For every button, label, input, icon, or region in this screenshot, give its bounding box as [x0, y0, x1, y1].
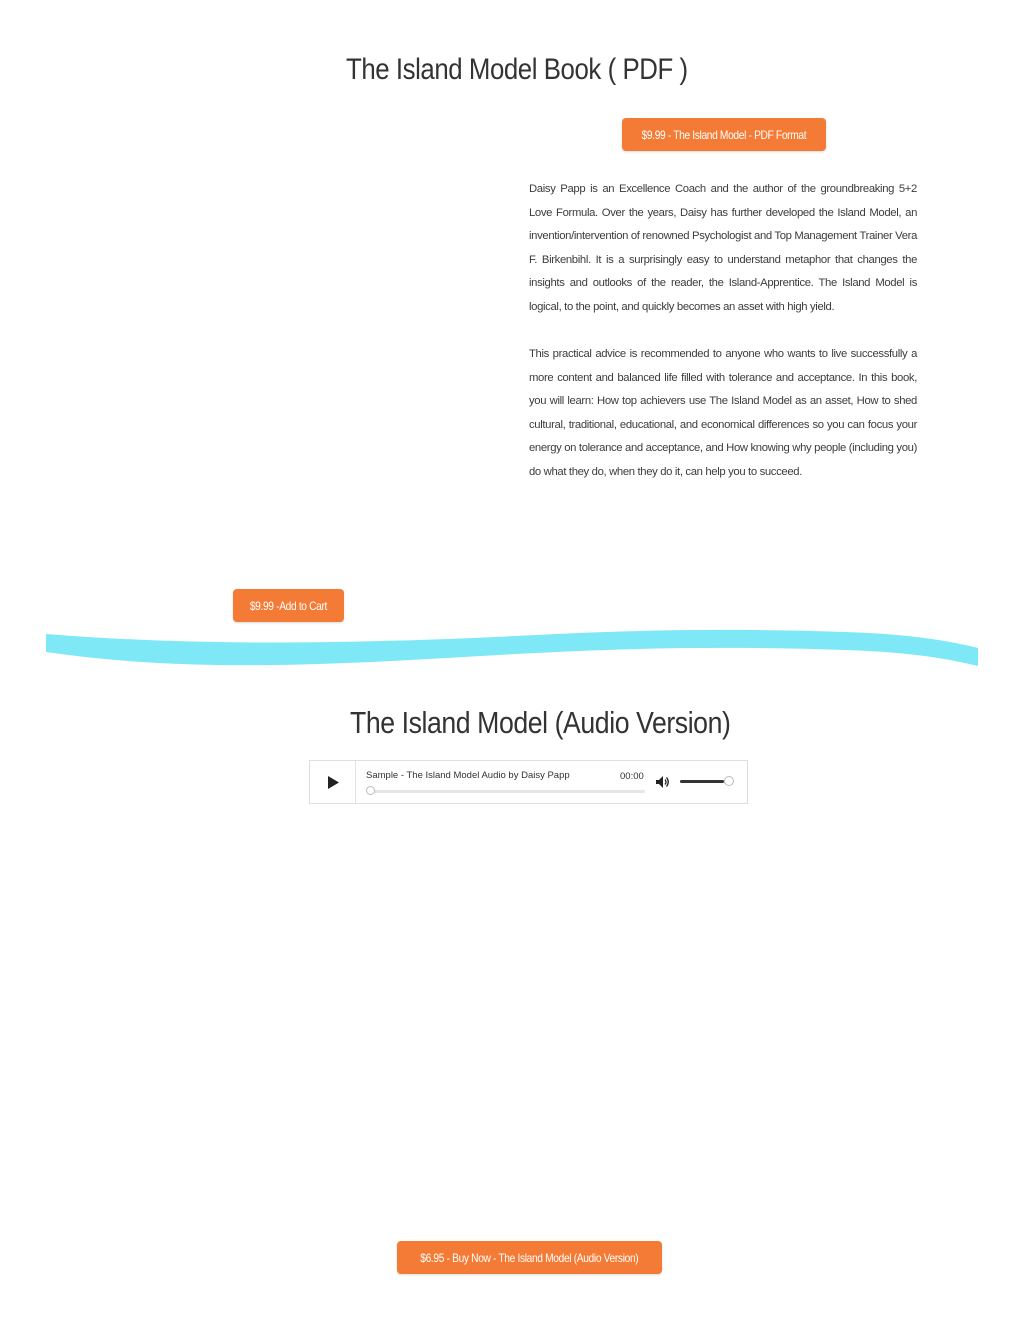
add-to-cart-button[interactable]	[233, 589, 344, 622]
pdf-section-title: The Island Model Book ( PDF )	[346, 53, 688, 86]
track-time: 00:00	[620, 771, 644, 782]
pdf-format-button[interactable]	[622, 118, 826, 151]
volume-level	[680, 780, 724, 783]
progress-bar[interactable]	[368, 790, 645, 793]
book-description: This practical advice is recommended to anyone who wants to live successfully a more content and balanced life filled with tolerance and acceptance. In this book, you will learn: How top achievers use The Island Model as an asset, How to shed cultural, traditional, educational, and economical differences so you can focus your energy on tolerance and acceptance, and How knowing why people (including you) do what they do, when they do it, can help you to succeed.	[529, 348, 917, 478]
buy-audio-button[interactable]	[397, 1241, 662, 1274]
add-to-cart-label: $9.99 -Add to Cart	[249, 598, 328, 613]
wave-shape	[46, 630, 978, 666]
audio-section-title: The Island Model (Audio Version)	[350, 705, 731, 740]
author-description: Daisy Papp is an Excellence Coach and the author of the groundbreaking 5+2 Love Formula. Over the years, Daisy has further developed the Island Model, an invention/intervention of renowned Psychologist and Top Management Trainer Vera F. Birkenbihl. It is a surprisingly easy to understand metaphor that changes the insights and outlooks of the reader, the Island-Apprentice. The Island Model is logical, to the point, and quickly becomes an asset with high yield.	[529, 183, 917, 313]
play-icon	[327, 776, 339, 789]
wave-divider	[46, 626, 978, 674]
pdf-format-button-label: $9.99 - The Island Model - PDF Format	[641, 127, 807, 142]
play-button[interactable]	[310, 761, 356, 803]
speaker-icon[interactable]	[656, 776, 670, 788]
progress-handle[interactable]	[366, 786, 375, 795]
volume-handle[interactable]	[724, 776, 734, 786]
track-title: Sample - The Island Model Audio by Daisy Papp	[366, 770, 570, 781]
audio-player	[309, 760, 748, 804]
buy-audio-button-label: $6.95 - Buy Now - The Island Model (Audio Version)	[420, 1250, 639, 1265]
